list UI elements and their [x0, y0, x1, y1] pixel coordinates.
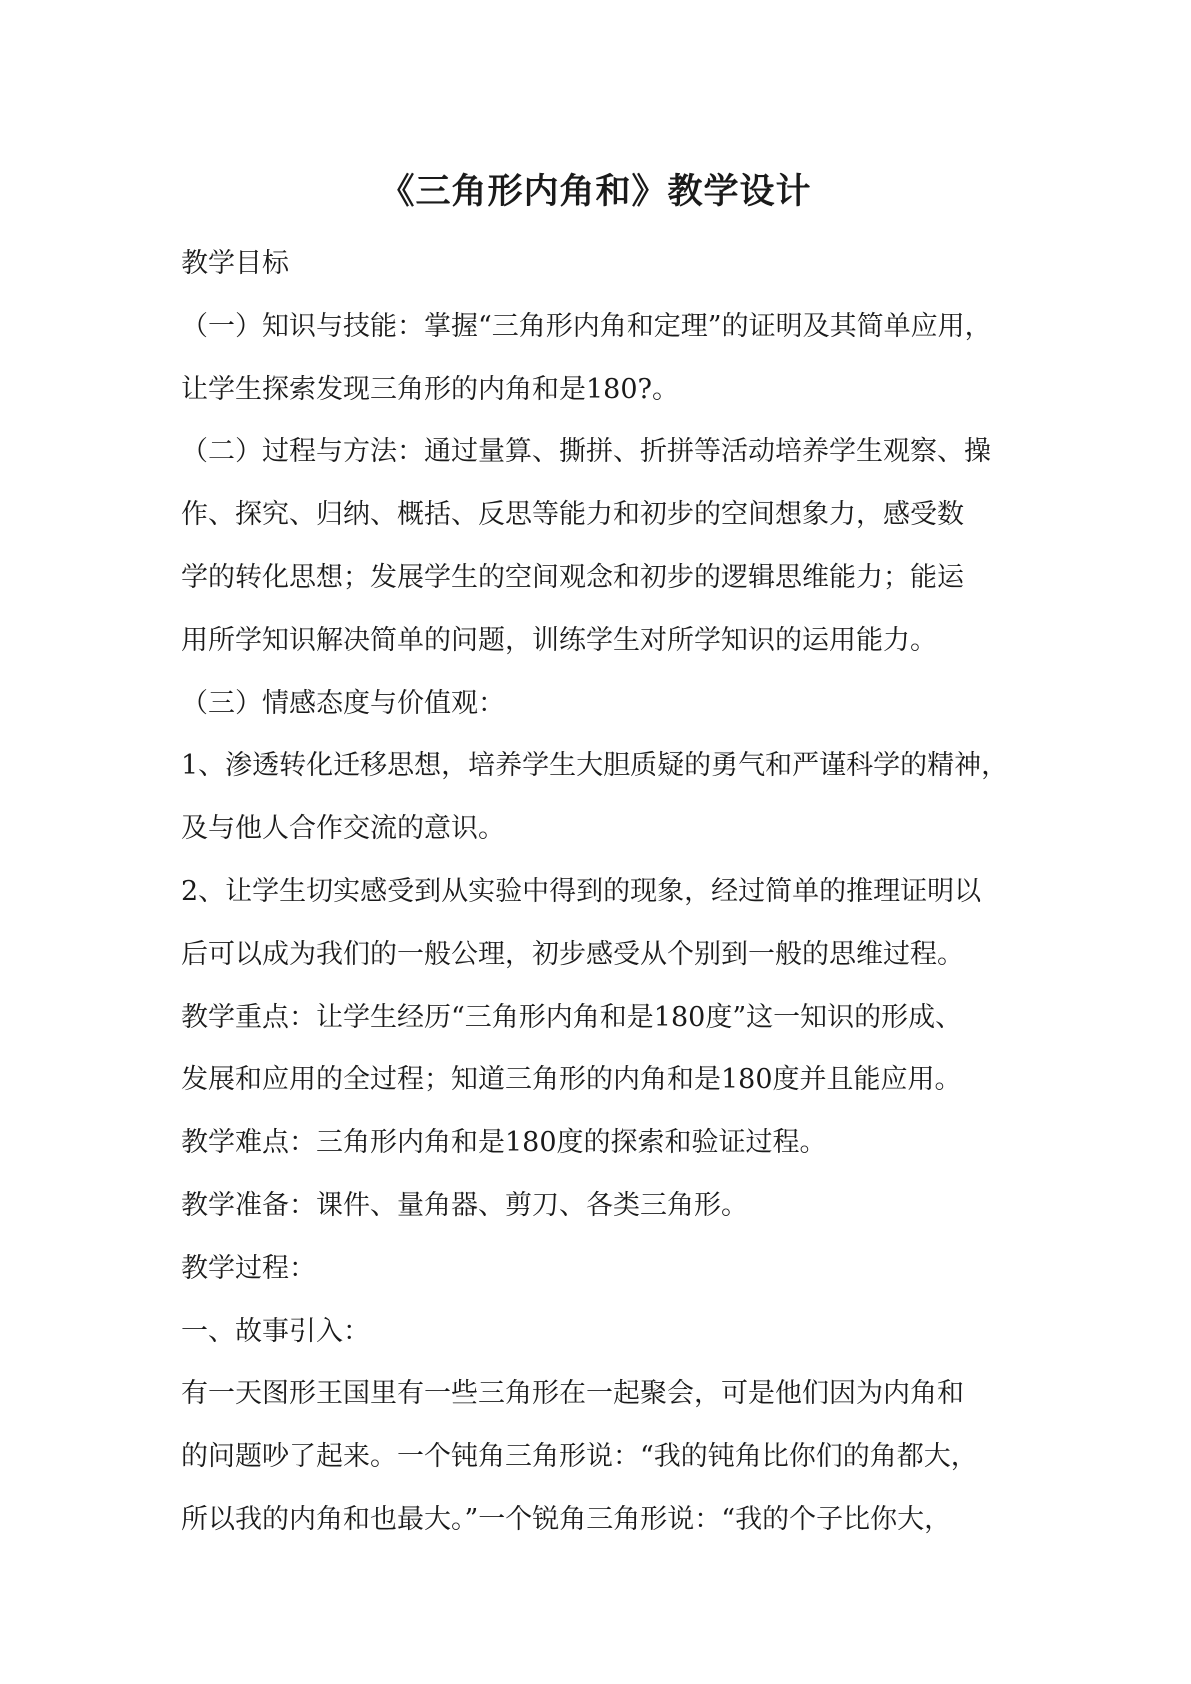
paragraph-line: 所以我的内角和也最大。”一个锐角三角形说：“我的个子比你大，	[181, 1503, 952, 1535]
paragraph-line: 教学难点：三角形内角和是180度的探索和验证过程。	[181, 1127, 827, 1159]
paragraph-line: 用所学知识解决简单的问题，训练学生对所学知识的运用能力。	[181, 624, 937, 656]
section-heading-process: 教学过程：	[181, 1252, 316, 1284]
paragraph-line: （三）情感态度与价值观：	[181, 687, 505, 719]
paragraph-line: （二）过程与方法：通过量算、撕拼、折拼等活动培养学生观察、操	[181, 436, 991, 468]
paragraph-line: 的问题吵了起来。一个钝角三角形说：“我的钝角比你们的角都大，	[181, 1441, 978, 1473]
paragraph-line: 1、渗透转化迁移思想，培养学生大胆质疑的勇气和严谨科学的精神，	[181, 750, 1009, 782]
paragraph-line: 教学重点：让学生经历“三角形内角和是180度”这一知识的形成、	[181, 1001, 963, 1033]
paragraph-line: 及与他人合作交流的意识。	[181, 813, 505, 845]
paragraph-line: （一）知识与技能：掌握“三角形内角和定理”的证明及其简单应用，	[181, 310, 992, 342]
paragraph-line: 发展和应用的全过程；知道三角形的内角和是180度并且能应用。	[181, 1064, 962, 1096]
paragraph-line: 作、探究、归纳、概括、反思等能力和初步的空间想象力，感受数	[181, 499, 964, 531]
paragraph-line: 2、让学生切实感受到从实验中得到的现象，经过简单的推理证明以	[181, 875, 982, 907]
subsection-heading: 一、故事引入：	[181, 1315, 370, 1347]
paragraph-line: 让学生探索发现三角形的内角和是180?。	[181, 373, 680, 405]
paragraph-line: 有一天图形王国里有一些三角形在一起聚会，可是他们因为内角和	[181, 1378, 964, 1410]
section-heading-objectives: 教学目标	[181, 248, 289, 279]
paragraph-line: 教学准备：课件、量角器、剪刀、各类三角形。	[181, 1189, 748, 1221]
document-title: 《三角形内角和》教学设计	[379, 171, 812, 212]
paragraph-line: 学的转化思想；发展学生的空间观念和初步的逻辑思维能力；能运	[181, 561, 964, 593]
paragraph-line: 后可以成为我们的一般公理，初步感受从个别到一般的思维过程。	[181, 938, 964, 970]
document-body	[181, 233, 1021, 1552]
